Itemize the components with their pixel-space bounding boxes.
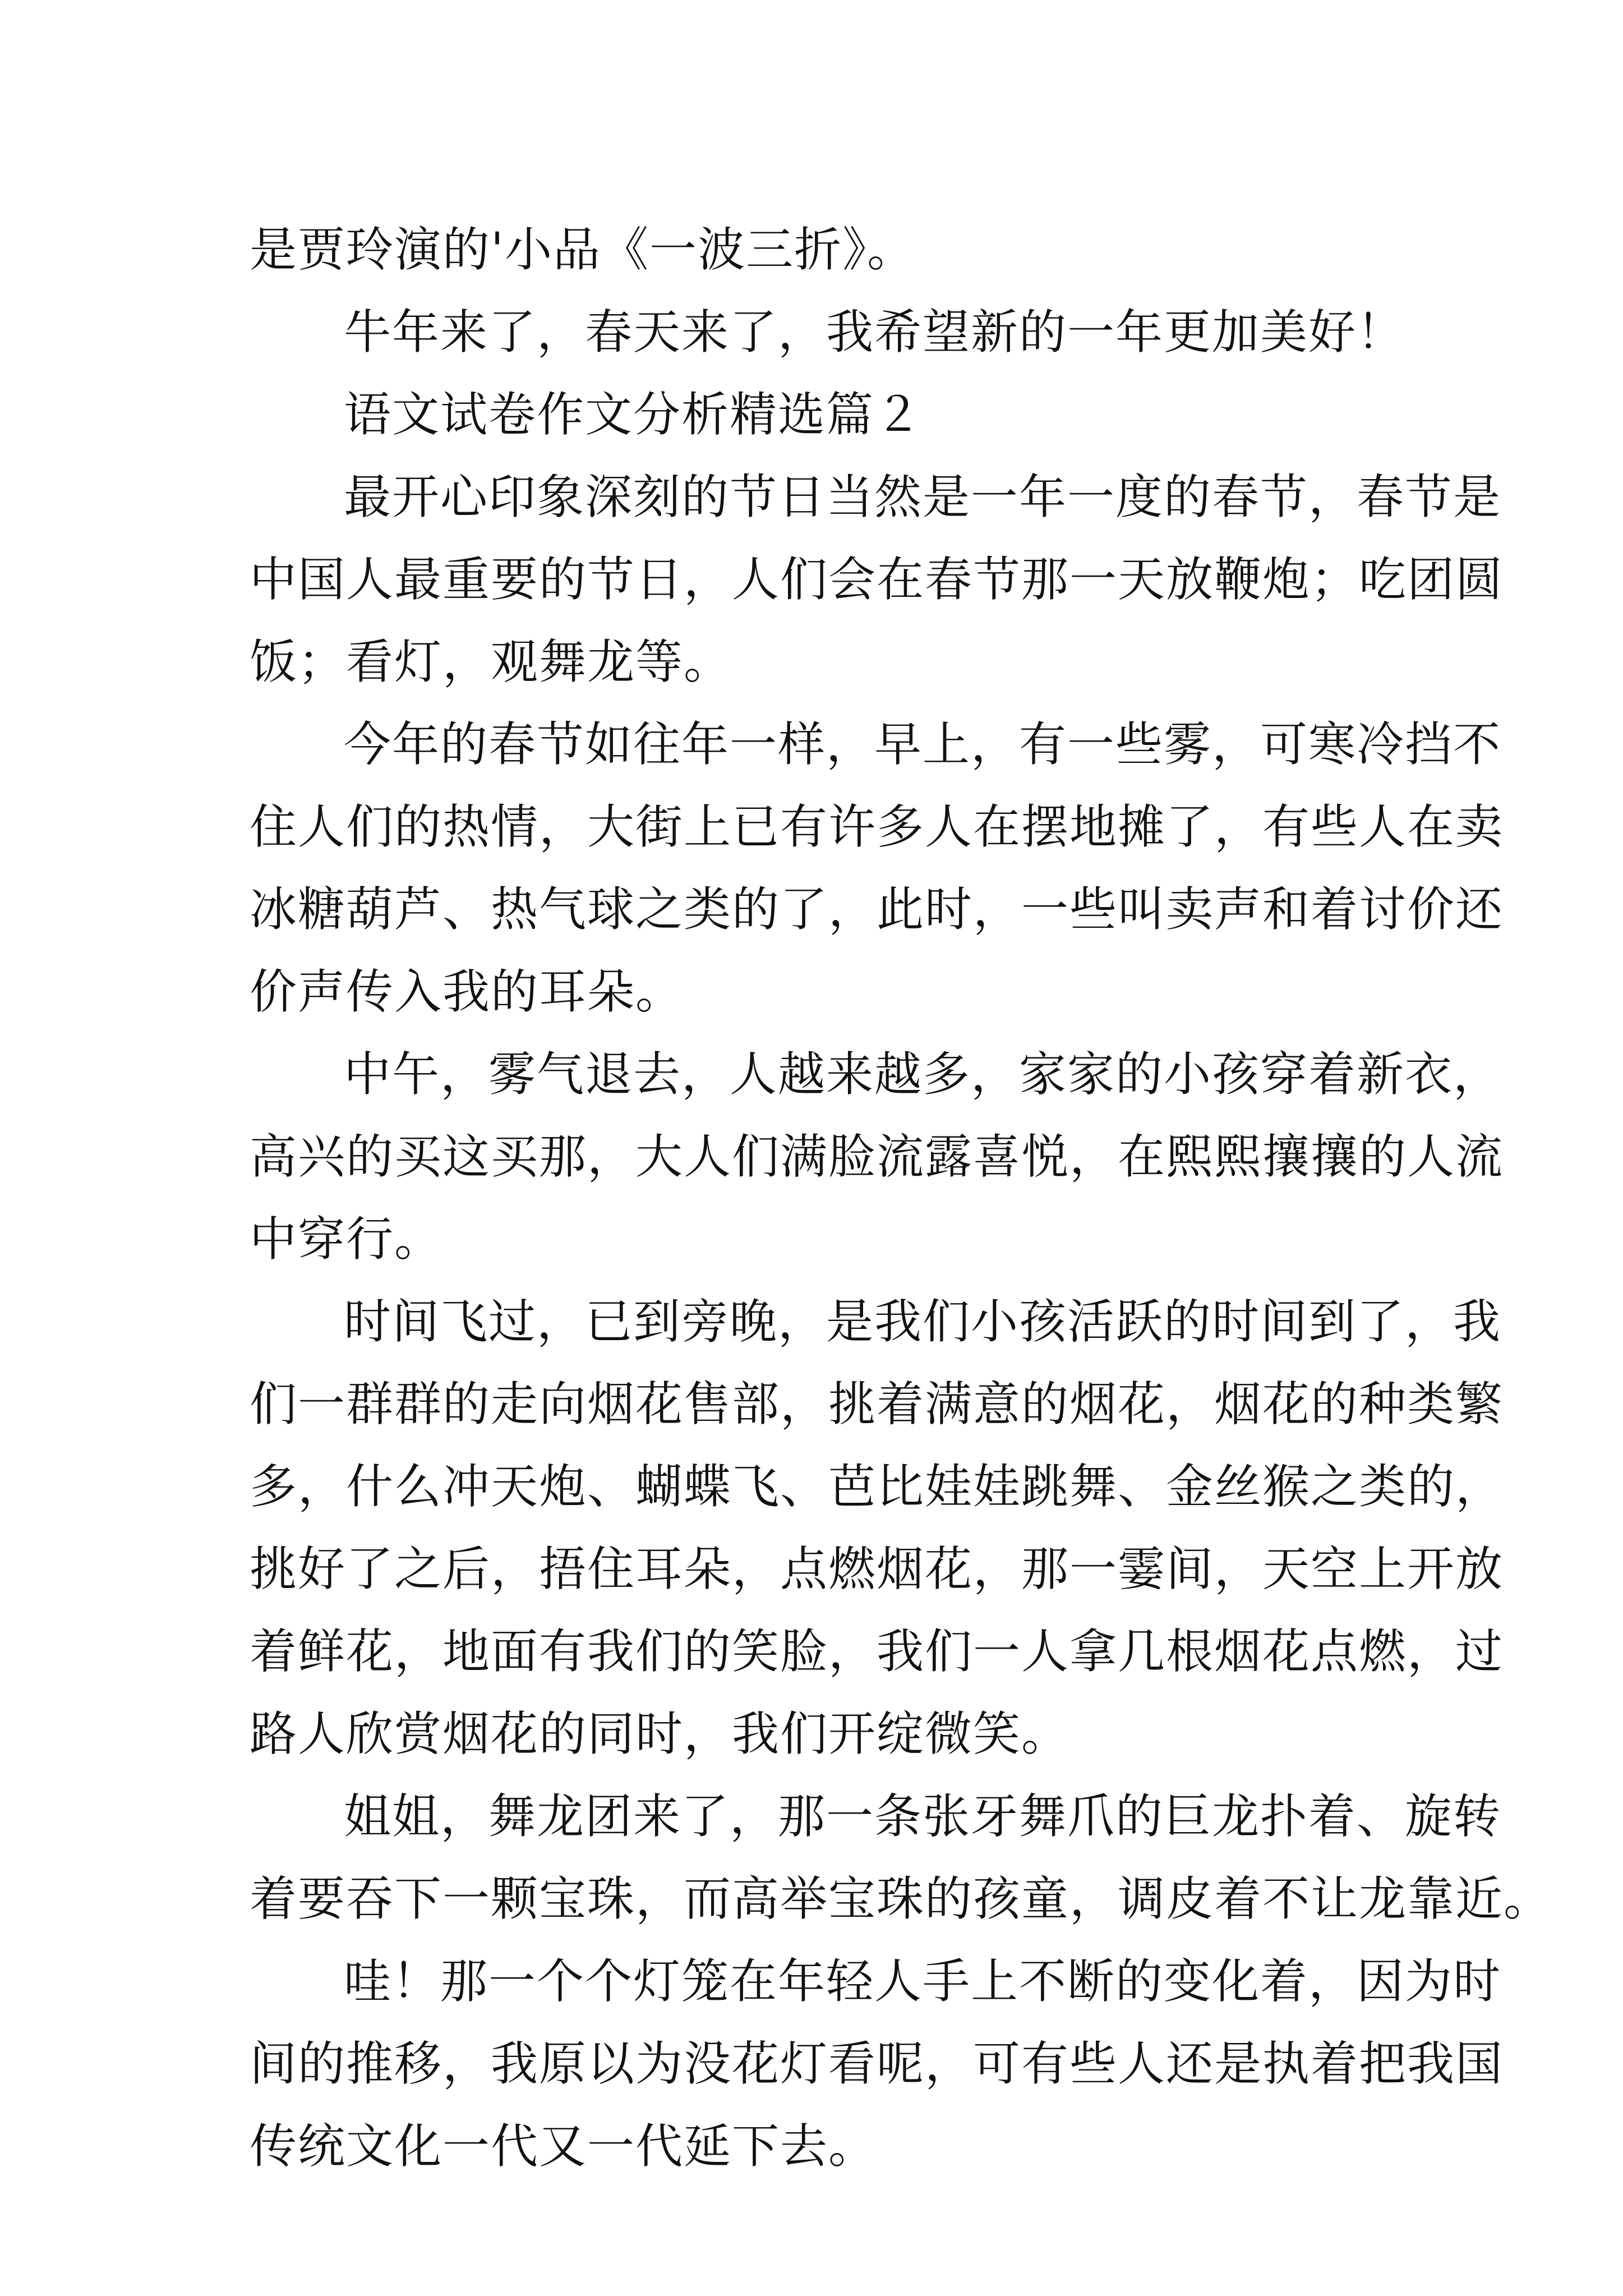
text-line: 时间飞过，已到旁晚，是我们小孩活跃的时间到了，我	[344, 1294, 1502, 1349]
text-line: 中国人最重要的节日，人们会在春节那一天放鞭炮；吃团圆	[250, 552, 1504, 607]
text-line: 多，什么冲天炮、蝴蝶飞、芭比娃娃跳舞、金丝猴之类的，	[250, 1459, 1504, 1514]
text-line: 路人欣赏烟花的同时，我们开绽微笑。	[250, 1706, 1070, 1761]
text-line: 挑好了之后，捂住耳朵，点燃烟花，那一霎间，天空上开放	[250, 1542, 1504, 1596]
text-line: 冰糖葫芦、热气球之类的了，此时，一些叫卖声和着讨价还	[250, 882, 1504, 937]
text-line: 最开心印象深刻的节日当然是一年一度的春节，春节是	[344, 470, 1502, 524]
text-line: 们一群群的走向烟花售部，挑着满意的烟花，烟花的种类繁	[250, 1377, 1504, 1432]
text-line: 着要吞下一颗宝珠，而高举宝珠的孩童，调皮着不让龙靠近。	[250, 1871, 1552, 1926]
text-line: 中穿行。	[250, 1212, 443, 1267]
text-line: 今年的春节如往年一样，早上，有一些雾，可寒冷挡不	[344, 717, 1502, 772]
text-line: 是贾玲演的'小品《一波三折》。	[250, 222, 916, 277]
text-line: 着鲜花，地面有我们的笑脸，我们一人拿几根烟花点燃，过	[250, 1624, 1504, 1679]
text-line: 高兴的买这买那，大人们满脸流露喜悦，在熙熙攘攘的人流	[250, 1129, 1504, 1184]
text-line: 住人们的热情，大街上已有许多人在摆地摊了，有些人在卖	[250, 799, 1504, 854]
text-line: 中午，雾气退去，人越来越多，家家的小孩穿着新衣，	[344, 1047, 1502, 1102]
text-line: 间的推移，我原以为没花灯看呢，可有些人还是执着把我国	[250, 2036, 1504, 2091]
text-line: 姐姐，舞龙团来了，那一条张牙舞爪的巨龙扑着、旋转	[344, 1789, 1502, 1844]
text-line: 哇！那一个个灯笼在年轻人手上不断的变化着，因为时	[344, 1954, 1502, 2009]
document-body	[250, 209, 1552, 2188]
text-line: 牛年来了，春天来了，我希望新的一年更加美好！	[344, 305, 1405, 360]
text-line: 饭；看灯，观舞龙等。	[250, 634, 732, 689]
text-line: 传统文化一代又一代延下去。	[250, 2119, 877, 2174]
text-line: 价声传入我的耳朵。	[250, 964, 684, 1019]
section-heading: 语文试卷作文分析精选篇２	[344, 387, 923, 442]
